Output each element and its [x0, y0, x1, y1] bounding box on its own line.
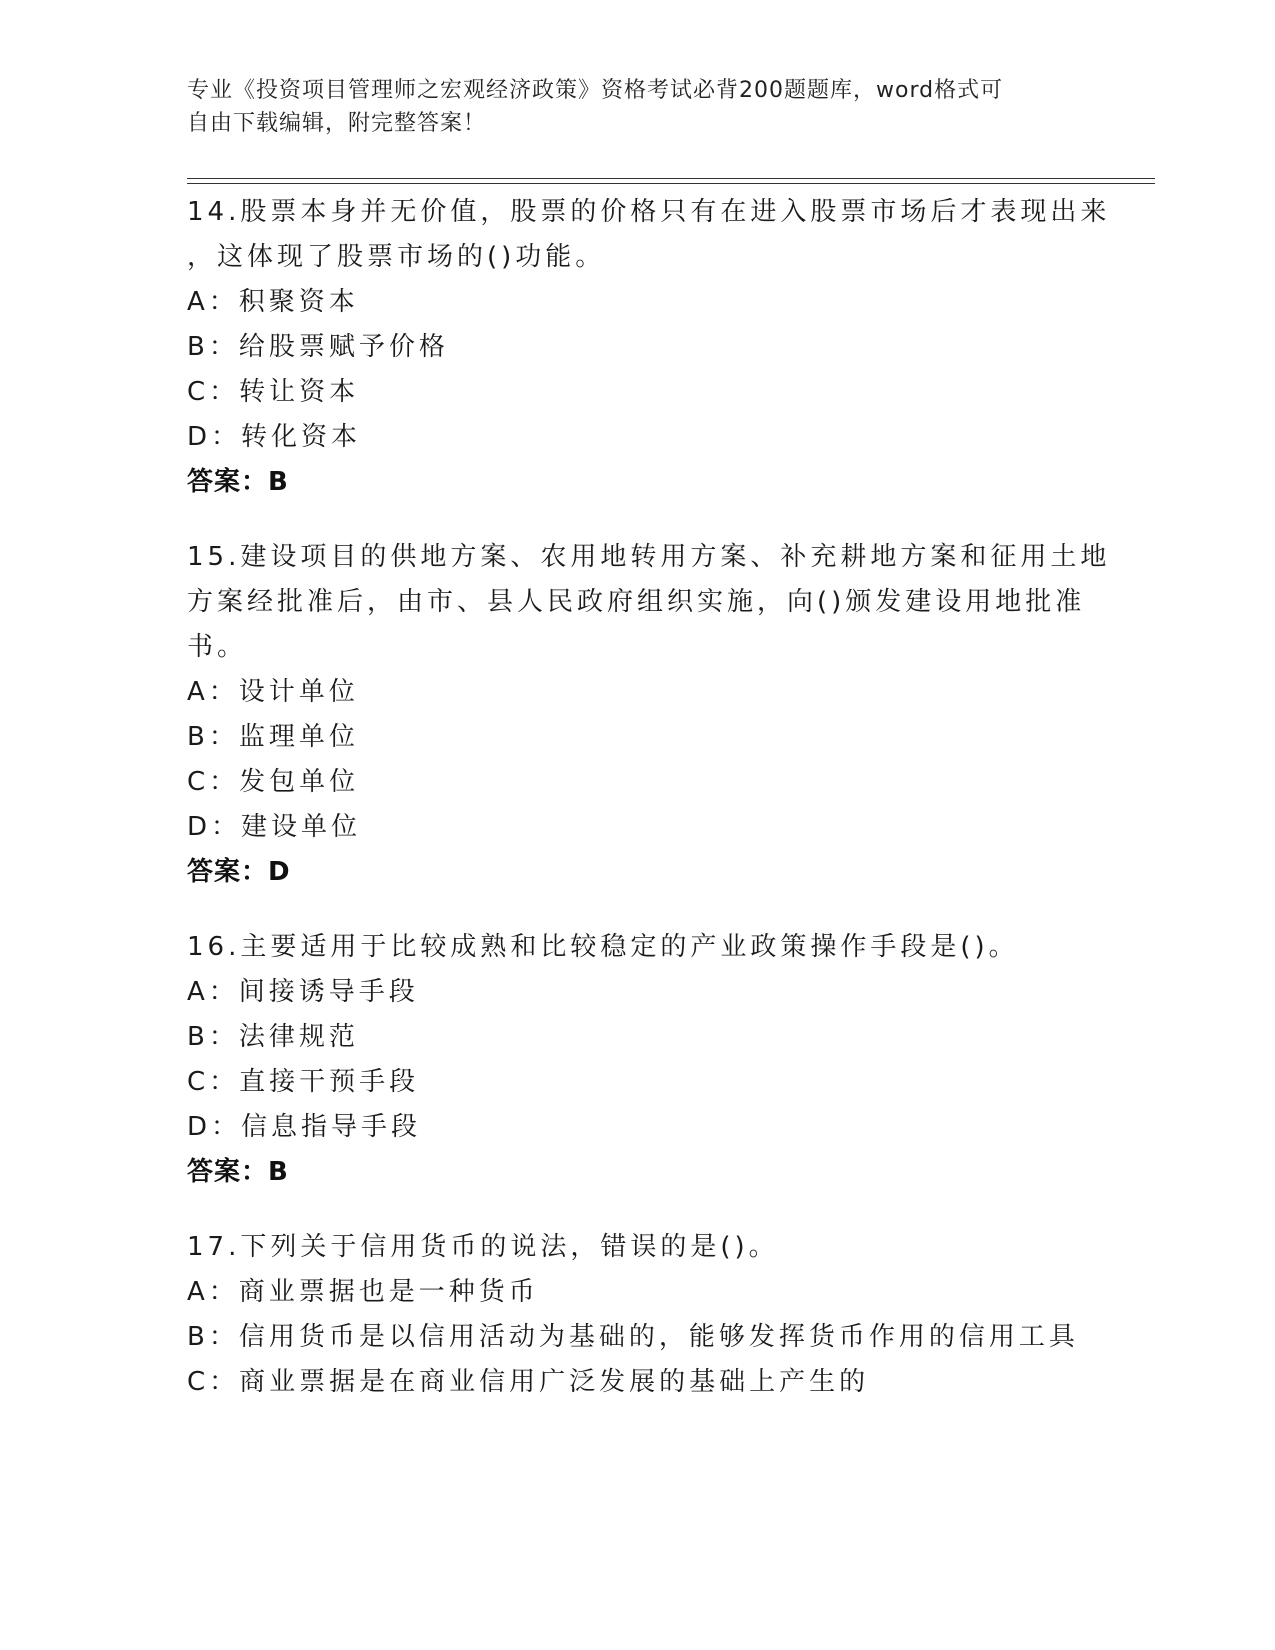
stem-line: 书。 — [187, 632, 248, 662]
header-line-2: 自由下载编辑，附完整答案！ — [187, 111, 487, 136]
option-a: A：商业票据也是一种货币 — [187, 1277, 539, 1307]
question-15 — [187, 535, 1111, 895]
option-c: C：直接干预手段 — [187, 1067, 420, 1097]
question-16 — [187, 925, 1087, 1195]
option-b: B：监理单位 — [187, 722, 359, 752]
stem-line: ，这体现了股票市场的()功能。 — [187, 242, 606, 272]
option-b: B：法律规范 — [187, 1022, 359, 1052]
option-a: A：间接诱导手段 — [187, 977, 419, 1007]
option-a: A：积聚资本 — [187, 287, 359, 317]
document-header — [187, 74, 1087, 140]
question-list — [187, 190, 1111, 1435]
question-14 — [187, 190, 1111, 505]
stem-line: 16.主要适用于比较成熟和比较稳定的产业政策操作手段是()。 — [187, 932, 1019, 962]
stem-line: 方案经批准后，由市、县人民政府组织实施，向()颁发建设用地批准 — [187, 587, 1086, 617]
option-c: C：转让资本 — [187, 377, 360, 407]
option-d: D：信息指导手段 — [187, 1112, 422, 1142]
option-d: D：转化资本 — [187, 422, 362, 452]
stem-line: 15.建设项目的供地方案、农用地转用方案、补充耕地方案和征用土地 — [187, 542, 1111, 572]
question-17 — [187, 1225, 1087, 1405]
answer: 答案：D — [187, 857, 291, 887]
answer: 答案：B — [187, 1157, 289, 1187]
header-line-1: 专业《投资项目管理师之宏观经济政策》资格考试必背200题题库，word格式可 — [187, 78, 1004, 103]
stem-line: 14.股票本身并无价值，股票的价格只有在进入股票市场后才表现出来 — [187, 197, 1111, 227]
option-d: D：建设单位 — [187, 812, 362, 842]
option-c: C：发包单位 — [187, 767, 360, 797]
stem-line: 17.下列关于信用货币的说法，错误的是()。 — [187, 1232, 779, 1262]
question-stem — [187, 925, 1087, 970]
question-stem — [187, 190, 1111, 280]
option-c: C：商业票据是在商业信用广泛发展的基础上产生的 — [187, 1367, 870, 1397]
header-divider-top — [187, 178, 1155, 179]
question-stem — [187, 535, 1111, 670]
header-divider-bottom — [187, 183, 1155, 184]
answer: 答案：B — [187, 467, 289, 497]
option-b: B：信用货币是以信用活动为基础的，能够发挥货币作用的信用工具 — [187, 1322, 1079, 1352]
option-b: B：给股票赋予价格 — [187, 332, 449, 362]
option-a: A：设计单位 — [187, 677, 359, 707]
question-stem — [187, 1225, 1087, 1270]
